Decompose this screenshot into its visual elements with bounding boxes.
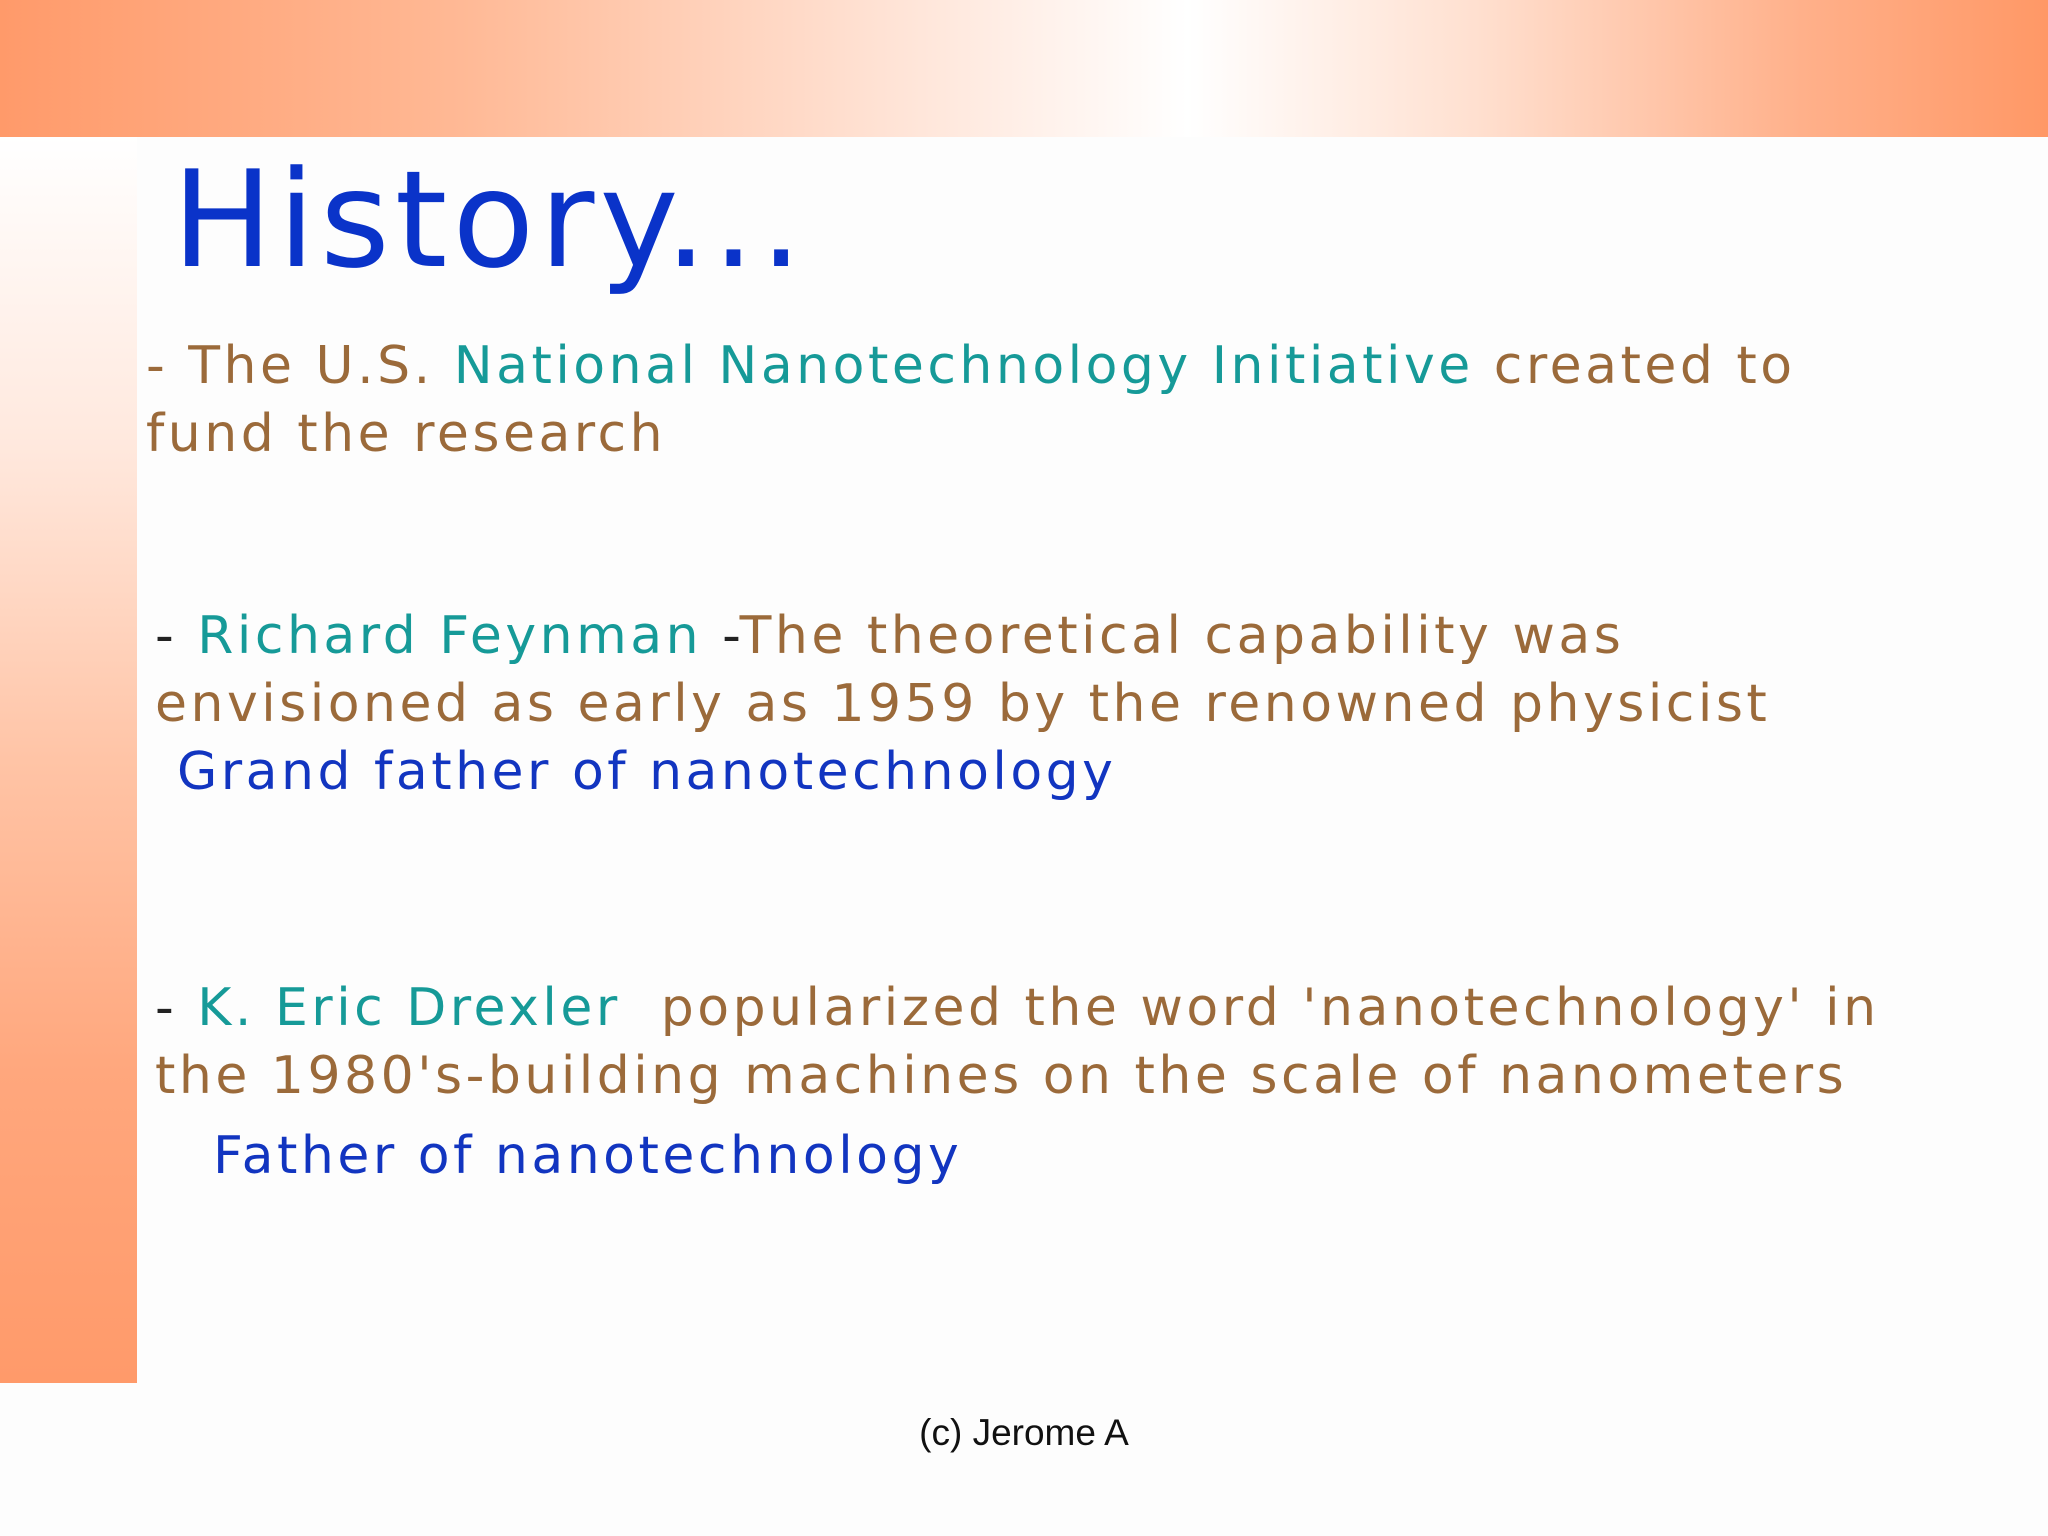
person-name-drexler: K. Eric Drexler	[197, 978, 621, 1038]
point-nni	[146, 332, 1796, 468]
point-dash: -	[146, 336, 189, 396]
point-dash: -	[155, 606, 198, 666]
point-text-line2: envisioned as early as 1959 by the renowned physicist	[155, 674, 1771, 734]
point-text-line1: created to	[1473, 336, 1796, 396]
role-father: Father of nanotechnology	[213, 1126, 963, 1186]
role-grandfather: Grand father of nanotechnology	[177, 742, 1117, 802]
point-dash-2: -	[702, 606, 740, 666]
point-dash: -	[155, 978, 198, 1038]
person-name-feynman: Richard Feynman	[197, 606, 703, 666]
initiative-name: National Nanotechnology Initiative	[453, 336, 1474, 396]
top-gradient-band	[0, 0, 2048, 137]
point-text-line2: the 1980's-building machines on the scale of nanometers	[155, 1046, 1848, 1106]
point-text-line2: fund the research	[146, 404, 667, 464]
point-text-line1: The theoretical capability was	[739, 606, 1625, 666]
point-feynman	[155, 602, 1770, 806]
slide-title: History...	[172, 142, 808, 298]
point-prefix: The U.S.	[188, 336, 454, 396]
point-text-line1: popularized the word 'nanotechnology' in	[620, 978, 1880, 1038]
left-gradient-band	[0, 137, 137, 1383]
copyright-footer: (c) Jerome A	[919, 1412, 1129, 1453]
point-drexler	[155, 974, 1880, 1190]
